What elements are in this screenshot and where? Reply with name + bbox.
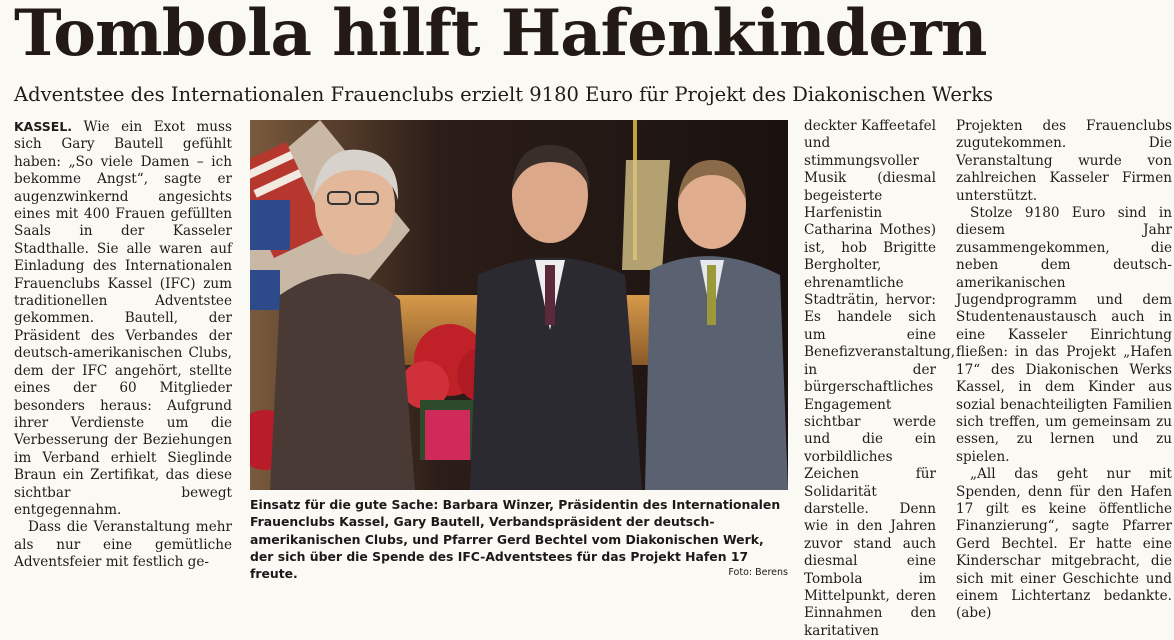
subheadline: Adventstee des Internationalen Frauenclubs erzielt 9180 Euro für Projekt des Diakonischen Werks: [14, 83, 994, 106]
column-1: [14, 118, 232, 572]
column-3: [804, 118, 956, 640]
column-4: [956, 118, 1172, 623]
paragraph: [14, 118, 232, 519]
paragraph: Dass die Veranstaltung mehr als nur eine gemütliche Adventsfeier mit festlich ge-: [14, 519, 232, 571]
headline: Tombola hilft Hafenkindern: [14, 0, 987, 71]
paragraph: deckter Kaffeetafel und stimmungsvoller Musik (diesmal begeisterte Harfenistin Catharina Mothes) ist, hob Brigitte Bergholter, ehrenamtliche Stadträtin, hervor: Es handele sich um eine Benefizveranstaltung, in der bürgerschaftliches Engagement sichtbar werde und die ein vorbildliches Zeichen für Solidarität darstelle. Denn wie in den Jahren zuvor stand auch diesmal eine Tombola im Mittelpunkt, deren Einnahmen den karitativen: [804, 118, 956, 639]
article-photo: [250, 120, 788, 490]
photo-credit: Foto: Berens: [728, 567, 788, 579]
photo-caption: [250, 496, 790, 582]
caption-text: Einsatz für die gute Sache: Barbara Winzer, Präsidentin des Internationalen Frauenclubs Kassel, Gary Bautell, Verbandspräsident der deutsch-amerikanischen Clubs, und Pfarrer Gerd Bechtel vom Diakonischen Werk, der sich über die Spende des IFC-Adventstees für das Projekt Hafen 17 freute.: [250, 497, 781, 582]
photo-illustration: [250, 120, 788, 490]
dateline: KASSEL.: [14, 119, 73, 134]
intro-text: Wie ein Exot muss sich Gary Bautell gefühlt haben: „So viele Damen – ich bekomme Angst“, sagte er augenzwinkernd angesichts eines mit 400 Frauen gefüllten Saals in der Kasseler Stadthalle. Sie alle waren auf Einladung des Internationalen Frauenclubs Kassel (IFC) zum traditionellen Adventstee gekommen. Bautell, der Präsident des Verbandes der deutsch-amerikanischen Clubs, dem der IFC angehört, stellte eines der 60 Mitglieder besonders heraus: Aufgrund ihrer Verdienste um die Verbesserung der Beziehungen im Verband erhielt Sieglinde Braun ein Zertifikat, das diese sichtbar bewegt entgegennahm.: [14, 119, 232, 518]
paragraph: Projekten des Frauenclubs zugutekommen. Die Veranstaltung wurde von zahlreichen Kasseler Firmen unterstützt.: [956, 118, 1172, 204]
paragraph: „All das geht nur mit Spenden, denn für den Hafen 17 gilt es keine öffentliche Finanzierung“, sagte Pfarrer Gerd Bechtel. Er hatte eine Kinderschar mitgebracht, die sich mit einer Geschichte und einem Lichtertanz bedankte. (abe): [956, 466, 1172, 622]
paragraph: Stolze 9180 Euro sind in diesem Jahr zusammengekommen, die neben dem deutsch-amerikanischen Jugendprogramm und dem Studentenaustausch auch in eine Kasseler Einrichtung fließen: in das Projekt „Hafen 17“ des Diakonischen Werks Kassel, in dem Kinder aus sozial benachteiligten Familien sich treffen, um gemeinsam zu essen, zu lernen und zu spielen.: [956, 205, 1172, 465]
